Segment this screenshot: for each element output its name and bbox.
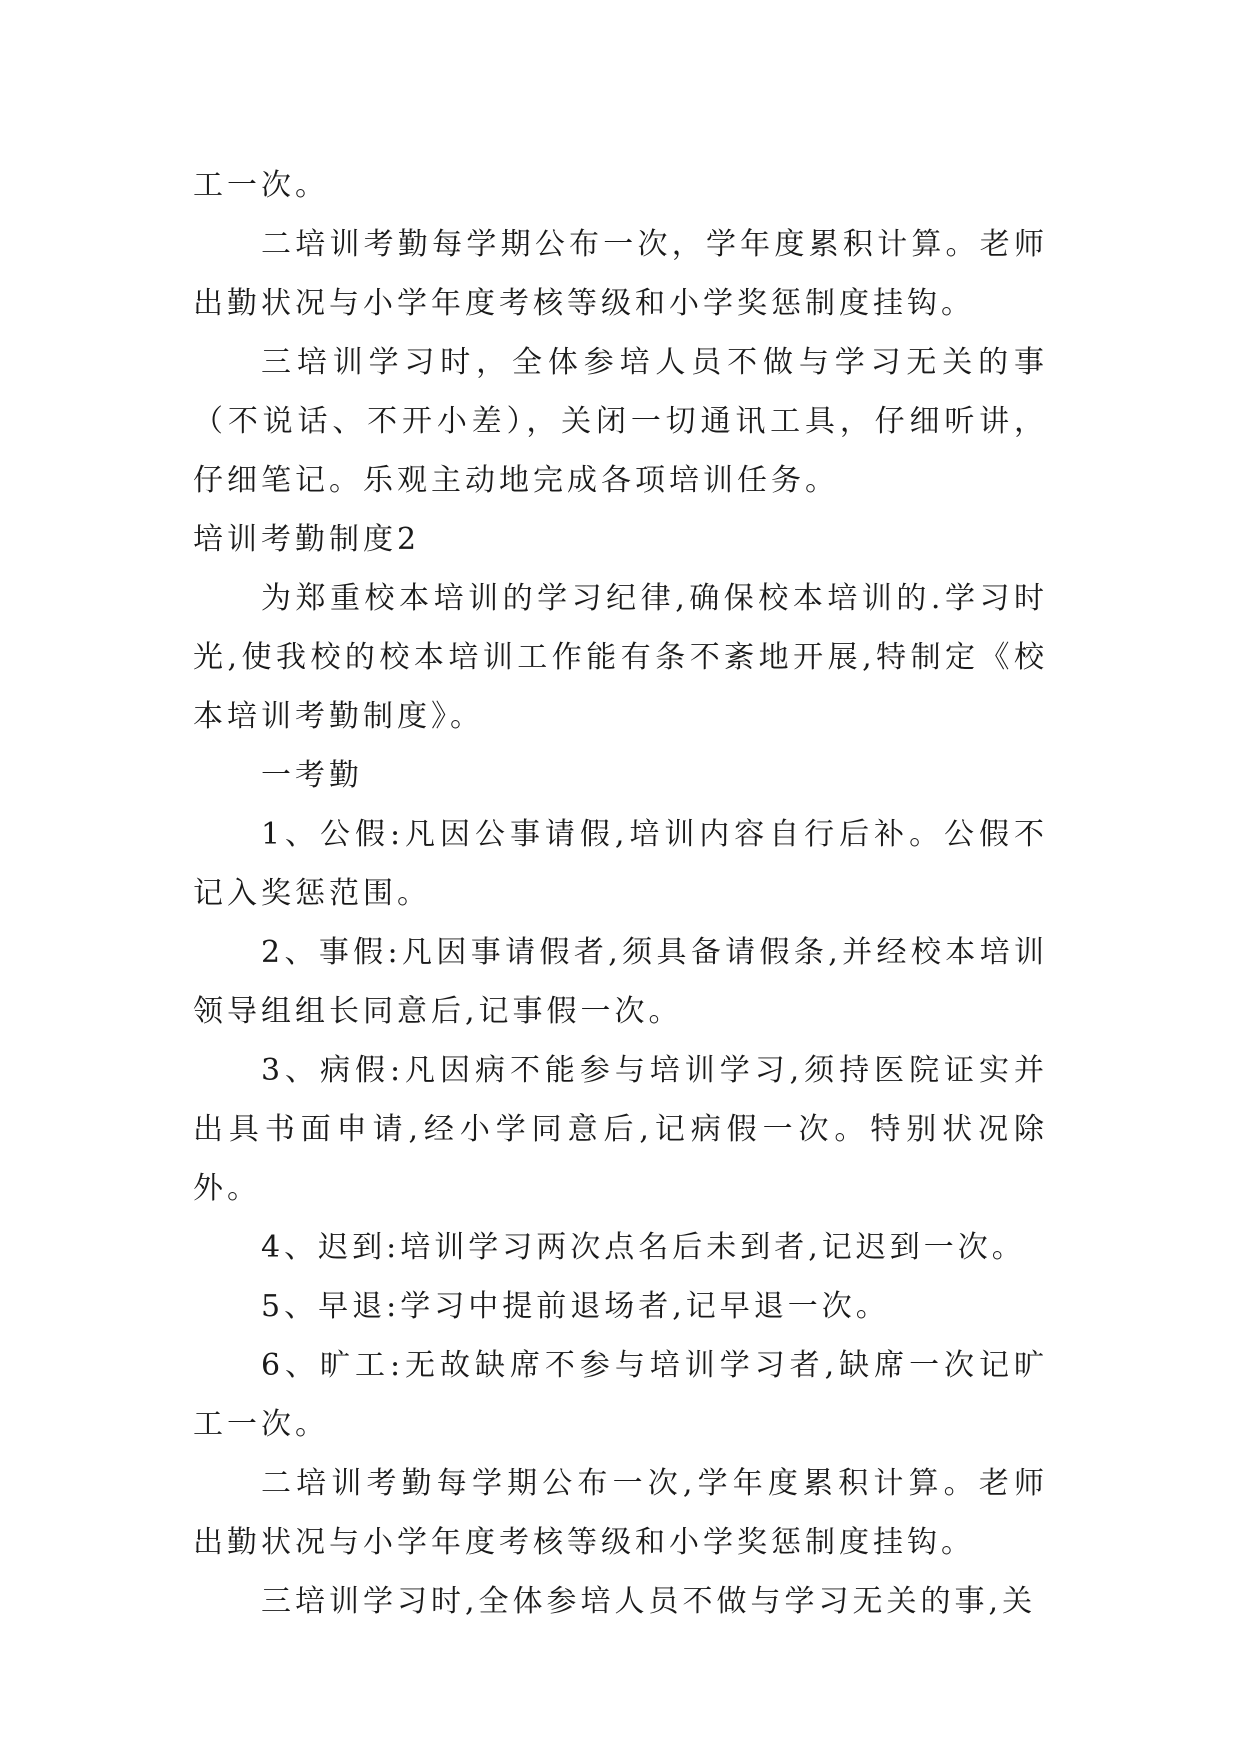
paragraph-subheading-attendance: 一考勤: [261, 758, 363, 793]
list-item-sick-leave: 3、病假:凡因病不能参与培训学习,须持医院证实并出具书面申请,经小学同意后,记病假一次。特别状况除外。: [193, 1053, 1048, 1206]
paragraph-study-discipline: 三培训学习时，全体参培人员不做与学习无关的事（不说话、不开小差），关闭一切通讯工具，仔细听讲，仔细笔记。乐观主动地完成各项培训任务。: [193, 345, 1048, 498]
paragraph-attendance-announcement: 二培训考勤每学期公布一次，学年度累积计算。老师出勤状况与小学年度考核等级和小学奖惩制度挂钩。: [193, 227, 1048, 321]
list-item-late: 4、迟到:培训学习两次点名后未到者,记迟到一次。: [261, 1230, 1026, 1265]
document-body: [193, 156, 1048, 1631]
list-item-early-leave: 5、早退:学习中提前退场者,记早退一次。: [261, 1289, 890, 1324]
section-title: 培训考勤制度2: [193, 522, 421, 557]
paragraph-attendance-announcement-2: 二培训考勤每学期公布一次,学年度累积计算。老师出勤状况与小学年度考核等级和小学奖惩制度挂钩。: [193, 1466, 1048, 1560]
paragraph-intro: 为郑重校本培训的学习纪律,确保校本培训的.学习时光,使我校的校本培训工作能有条不紊地开展,特制定《校本培训考勤制度》。: [193, 581, 1048, 734]
list-item-official-leave: 1、公假:凡因公事请假,培训内容自行后补。公假不记入奖惩范围。: [193, 817, 1048, 911]
paragraph-study-discipline-2: 三培训学习时,全体参培人员不做与学习无关的事,关: [261, 1584, 1037, 1619]
paragraph-continuation: 工一次。: [193, 168, 329, 203]
list-item-absence: 6、旷工:无故缺席不参与培训学习者,缺席一次记旷工一次。: [193, 1348, 1048, 1442]
list-item-personal-leave: 2、事假:凡因事请假者,须具备请假条,并经校本培训领导组组长同意后,记事假一次。: [193, 935, 1048, 1029]
